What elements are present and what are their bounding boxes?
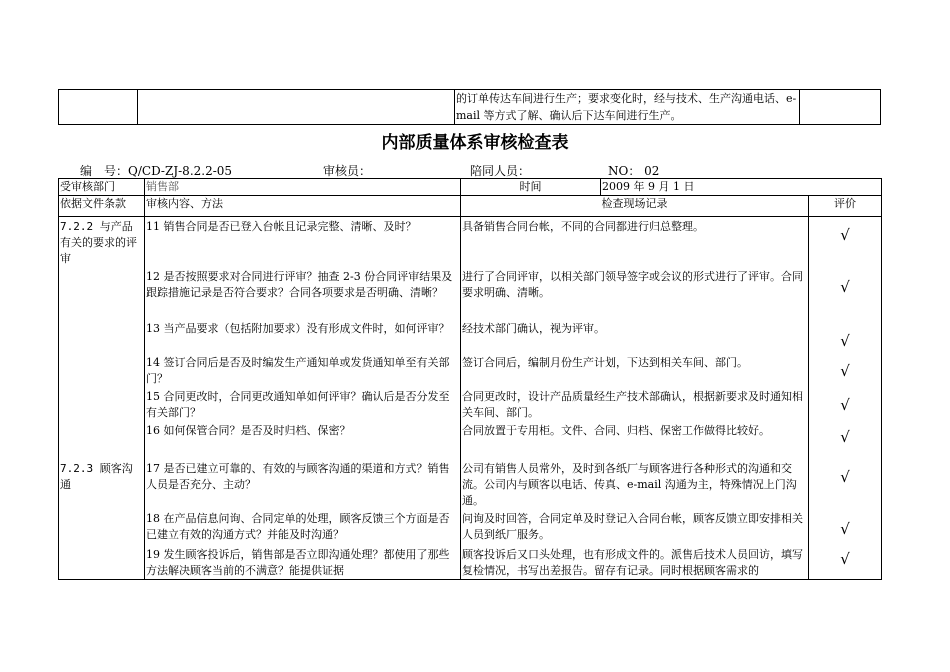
time-value: 2009 年 9 月 1 日 [601, 179, 882, 196]
table-row-body [59, 217, 882, 580]
dept-value: 销售部 [145, 179, 461, 196]
check-mark-13: √ [840, 332, 850, 350]
eval-cell [809, 217, 882, 580]
content-item-17: 17 是否已建立可靠的、有效的与顾客沟通的渠道和方式？销售人员是否充分、主动？ [146, 462, 450, 491]
content-item-16: 16 如何保管合同？是否及时归档、保密？ [146, 424, 351, 437]
basis-cell [59, 217, 145, 580]
form-code-label: 编 号： [80, 164, 129, 178]
record-item-15: 合同更改时，设计产品质量经生产技术部确认，根据新要求及时通知相关车间、部门。 [462, 390, 803, 419]
form-number-value: 02 [644, 164, 660, 178]
record-item-12: 进行了合同评审，以相关部门领导签字或会议的形式进行了评审。合同要求明确、清晰。 [462, 270, 803, 299]
record-item-17: 公司有销售人员常外，及时到各纸厂与顾客进行各种形式的沟通和交流。公司内与顾客以电话、传真、e-mail 沟通为主，特殊情况上门沟通。 [462, 462, 797, 507]
col-record-header: 检查现场记录 [461, 196, 809, 217]
page-title: 内部质量体系审核检查表 [381, 133, 569, 153]
content-item-13: 13 当产品要求（包括附加要求）没有形成文件时，如何评审？ [146, 322, 450, 335]
record-item-18: 问询及时回答，合同定单及时登记入合同台帐，顾客反馈立即安排相关人员到纸厂服务。 [462, 512, 803, 541]
check-mark-14: √ [840, 362, 850, 380]
record-item-11: 具备销售合同台帐，不同的合同都进行归总整理。 [462, 220, 704, 233]
column-header-row [59, 196, 882, 217]
audit-checklist-table [58, 178, 882, 580]
check-mark-19: √ [840, 550, 850, 568]
accompany-label: 陪同人员： [470, 164, 531, 178]
check-mark-16: √ [840, 428, 850, 446]
continuation-table [58, 89, 881, 125]
content-item-18: 18 在产品信息问询、合同定单的处理，顾客反馈三个方面是否已建立有效的沟通方式？并能及时沟通？ [146, 512, 450, 541]
continuation-cell-basis [59, 90, 138, 125]
content-item-15: 15 合同更改时，合同更改通知单如何评审？确认后是否分发至有关部门？ [146, 390, 450, 419]
continuation-cell-content [138, 90, 455, 125]
form-code [80, 162, 232, 179]
continuation-cell-record: 的订单传达车间进行生产；要求变化时，经与技术、生产沟通电话、e-mail 等方式了解、确认后下达车间进行生产。 [455, 90, 800, 125]
record-item-14: 签订合同后，编制月份生产计划，下达到相关车间、部门。 [462, 356, 748, 369]
clause-7-2-2: 7.2.2 与产品有关的要求的评审 [60, 220, 137, 265]
form-code-value: Q/CD-ZJ-8.2.2-05 [128, 164, 233, 178]
auditor-label: 审核员： [323, 164, 372, 178]
form-number-label: NO： [608, 164, 641, 178]
check-mark-11: √ [840, 226, 850, 244]
content-cell [145, 217, 461, 580]
record-item-19: 顾客投诉后又口头处理，也有形成文件的。派售后技术人员回访，填写复检情况，书写出差报告。留存有记录。同时根据顾客需求的 [462, 548, 803, 577]
check-mark-15: √ [840, 396, 850, 414]
col-eval-header: 评价 [809, 196, 882, 217]
col-basis-header: 依据文件条款 [59, 196, 145, 217]
check-mark-12: √ [840, 278, 850, 296]
col-content-header: 审核内容、方法 [145, 196, 461, 217]
record-item-16: 合同放置于专用柜。文件、合同、归档、保密工作做得比较好。 [462, 424, 770, 437]
continuation-cell-eval [800, 90, 881, 125]
dept-row [59, 179, 882, 196]
content-item-14: 14 签订合同后是否及时编发生产通知单或发货通知单至有关部门？ [146, 356, 450, 385]
content-item-19: 19 发生顾客投诉后，销售部是否立即沟通处理？都使用了那些方法解决顾客当前的不满意？能提供证据 [146, 548, 450, 577]
content-item-11: 11 销售合同是否已登入台帐且记录完整、清晰、及时？ [146, 220, 417, 233]
form-number [608, 162, 659, 179]
time-label: 时间 [461, 179, 601, 196]
clause-7-2-3: 7.2.3 顾客沟通 [60, 462, 133, 491]
check-mark-18: √ [840, 520, 850, 538]
record-item-13: 经技术部门确认，视为评审。 [462, 322, 605, 335]
check-mark-17: √ [840, 468, 850, 486]
record-cell [461, 217, 809, 580]
dept-label: 受审核部门 [59, 179, 145, 196]
content-item-12: 12 是否按照要求对合同进行评审？抽查 2-3 份合同评审结果及跟踪措施记录是否符合要求？合同各项要求是否明确、清晰？ [146, 270, 453, 299]
